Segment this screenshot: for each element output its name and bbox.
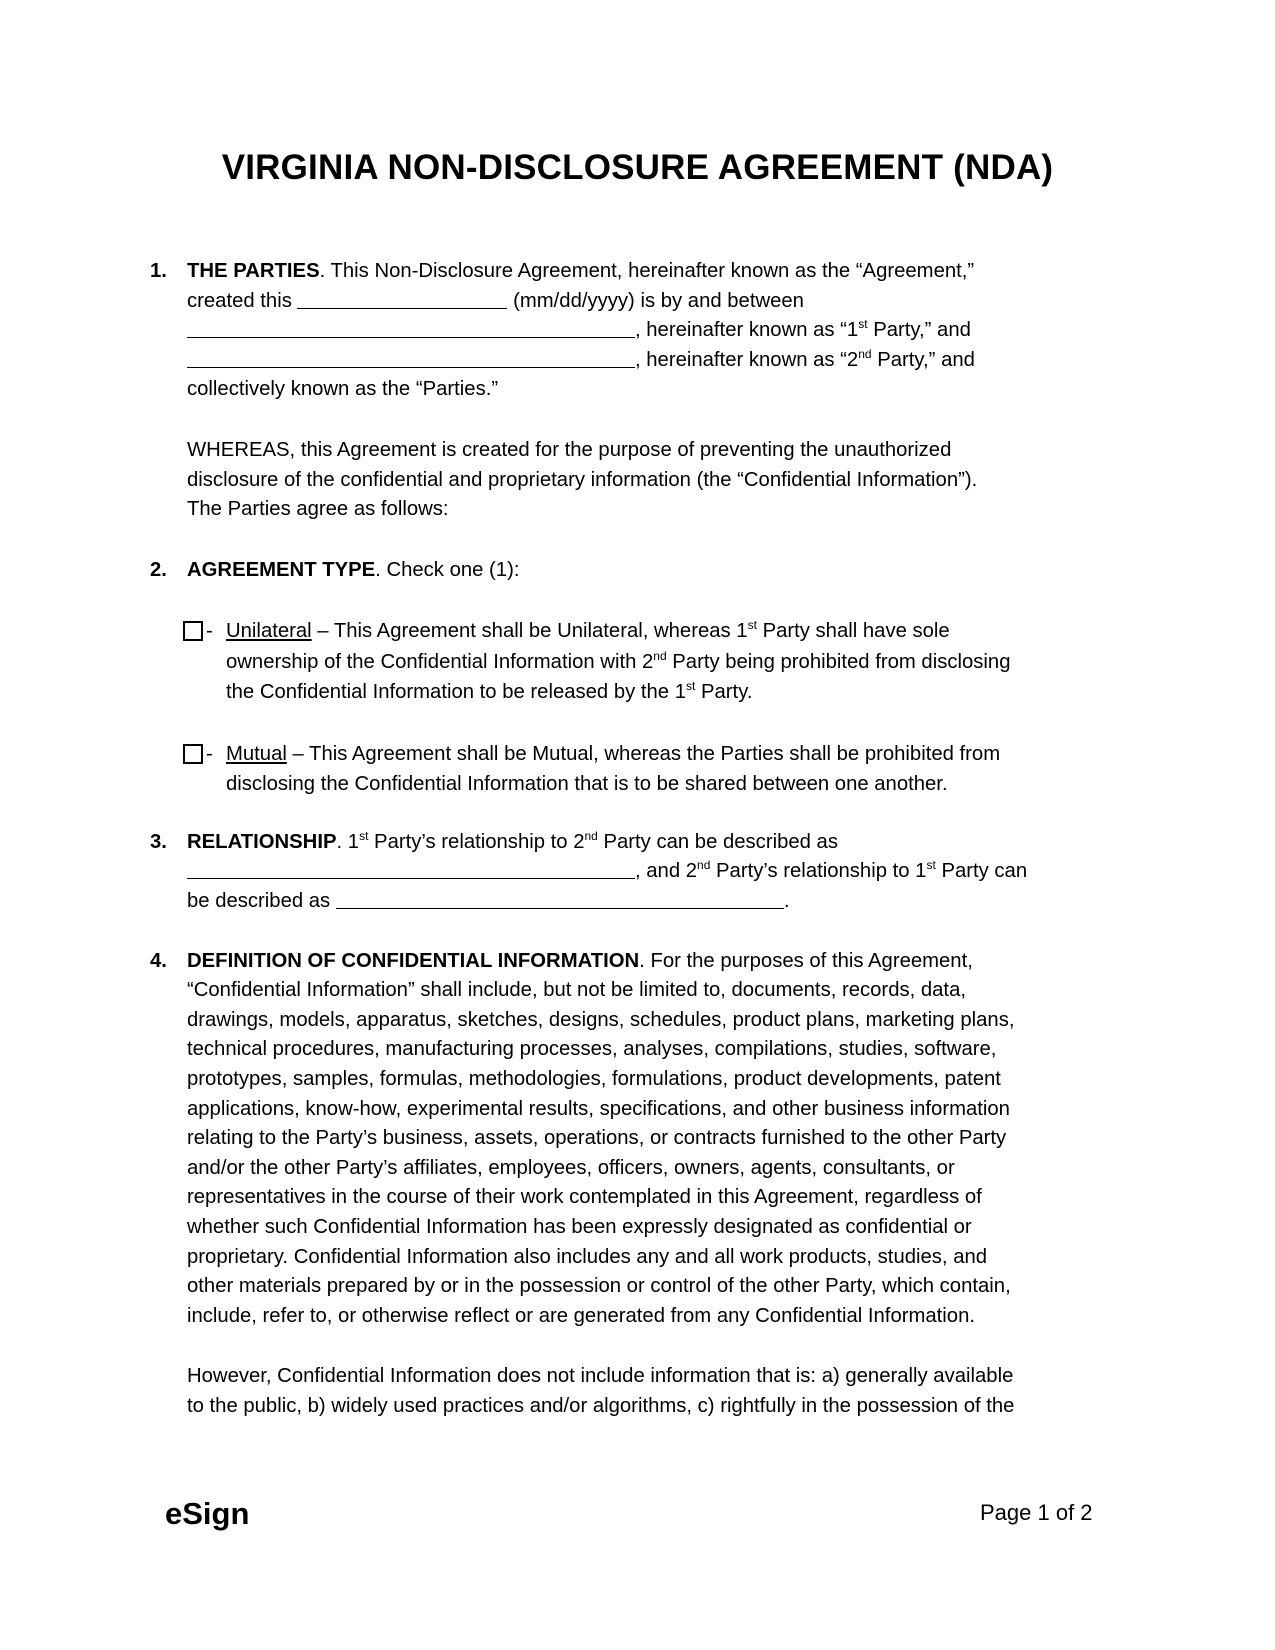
section-heading: THE PARTIES: [187, 260, 320, 282]
page-number: Page 1 of 2: [980, 1500, 1093, 1525]
spacer: [187, 585, 1122, 616]
party1-text-end: Party,” and: [867, 319, 971, 342]
definition-line: and/or the other Party’s affiliates, employees, officers, owners, agents, consultants, or: [187, 1156, 955, 1179]
whereas-line-2: disclosure of the confidential and proprietary information (the “Confidential Information”).: [187, 468, 978, 491]
option-dash: -: [206, 620, 213, 643]
relationship-text: .: [783, 890, 790, 913]
relationship-text: Party can: [935, 860, 1028, 883]
relationship-line-3: [187, 887, 1122, 917]
unilateral-line-3: [226, 677, 1122, 708]
definition-line: “Confidential Information” shall include, but not be limited to, documents, records, data,: [187, 979, 966, 1002]
relationship-text: Party can be described as: [597, 830, 838, 853]
parties-line-4: [187, 346, 1122, 376]
superscript: st: [359, 828, 369, 843]
definition-line: include, refer to, or otherwise reflect or are generated from any Confidential Information.: [187, 1304, 975, 1327]
whereas-line-1: WHEREAS, this Agreement is created for the purpose of preventing the unauthorized: [187, 438, 952, 461]
definition-line: proprietary. Confidential Information also includes any and all work products, studies, and: [187, 1245, 988, 1268]
definition-line: prototypes, samples, formulas, methodologies, formulations, product developments, patent: [187, 1068, 1001, 1090]
party1-name-blank-field[interactable]: [187, 317, 635, 338]
superscript: nd: [858, 346, 872, 361]
section-number: 4.: [150, 949, 167, 972]
option-dash: -: [206, 742, 213, 765]
section-agreement-type: [150, 556, 1122, 586]
document-title: VIRGINIA NON-DISCLOSURE AGREEMENT (NDA): [221, 148, 1054, 187]
definition-line: relating to the Party’s business, assets, operations, or contracts furnished to the other Party: [187, 1127, 1007, 1150]
date-blank-field[interactable]: [297, 288, 507, 309]
parties-line-5: collectively known as the “Parties.”: [187, 378, 499, 401]
spacer: [187, 708, 1122, 739]
section-number: 2.: [150, 558, 167, 581]
definition-text: . For the purposes of this Agreement,: [639, 949, 973, 972]
superscript: nd: [697, 858, 711, 873]
relationship-line-1: [187, 828, 1122, 858]
esign-logo: eSign: [165, 1496, 250, 1531]
section-definition: [150, 947, 1122, 1422]
party2-name-blank-field[interactable]: [187, 347, 635, 368]
mutual-line-2: disclosing the Confidential Information that is to be shared between one another.: [226, 773, 948, 796]
spacer: [187, 917, 1122, 947]
relationship-text: Party’s relationship to 2: [368, 830, 585, 853]
unilateral-text: – This Agreement shall be Unilateral, whereas 1: [311, 620, 748, 643]
mutual-checkbox[interactable]: [183, 744, 203, 764]
relationship-text: , and 2: [635, 860, 698, 883]
relationship-text: be described as: [187, 890, 331, 913]
unilateral-text: ownership of the Confidential Information with 2: [226, 650, 654, 673]
spacer: [187, 525, 1122, 556]
unilateral-line-1: [226, 616, 1122, 647]
definition-line: whether such Confidential Information has been expressly designated as confidential or: [187, 1215, 972, 1238]
section-number: 3.: [150, 830, 167, 853]
party1-text: , hereinafter known as “1: [635, 319, 859, 342]
definition-line: drawings, models, apparatus, sketches, designs, schedules, product plans, marketing plans,: [187, 1008, 1015, 1031]
section-text: . Check one (1):: [375, 558, 520, 581]
spacer: [187, 405, 1122, 436]
option-unilateral: [183, 616, 1122, 708]
superscript: st: [926, 858, 936, 873]
relationship-line-2: [187, 857, 1122, 887]
relationship2-blank-field[interactable]: [336, 888, 784, 909]
superscript: st: [858, 317, 868, 332]
definition-line: applications, know-how, experimental results, specifications, and other business information: [187, 1097, 1010, 1120]
unilateral-text: Party.: [695, 681, 753, 704]
spacer: [187, 1331, 1122, 1362]
party2-text: , hereinafter known as “2: [635, 348, 859, 371]
however-line-1: However, Confidential Information does not include information that is: a) generally available: [187, 1365, 1014, 1388]
definition-line: other materials prepared by or in the possession or control of the other Party, which contain,: [187, 1275, 1011, 1298]
section-heading: AGREEMENT TYPE: [187, 558, 376, 581]
document-body: [150, 257, 1122, 1422]
superscript: nd: [584, 828, 598, 843]
mutual-line-1: [226, 739, 1122, 770]
option-mutual: [183, 739, 1122, 800]
unilateral-label: Unilateral: [226, 620, 312, 643]
superscript: st: [747, 618, 757, 633]
section-heading: DEFINITION OF CONFIDENTIAL INFORMATION: [187, 949, 640, 972]
whereas-line-3: The Parties agree as follows:: [187, 498, 449, 521]
unilateral-text: the Confidential Information to be released by the 1: [226, 681, 687, 704]
section-relationship: [150, 828, 1122, 917]
agreement-type-line: [187, 556, 1122, 586]
mutual-text: – This Agreement shall be Mutual, whereas the Parties shall be prohibited from: [286, 742, 1001, 765]
section-heading: RELATIONSHIP: [187, 830, 337, 853]
relationship-text: . 1: [336, 830, 360, 853]
superscript: st: [686, 679, 696, 694]
date-format-hint: (mm/dd/yyyy) is by and between: [513, 289, 804, 312]
section-number: 1.: [150, 260, 167, 282]
definition-line: representatives in the course of their work contemplated in this Agreement, regardless of: [187, 1186, 982, 1209]
party2-text-end: Party,” and: [871, 348, 975, 371]
mutual-label: Mutual: [226, 742, 287, 765]
created-this-label: created this: [187, 289, 292, 312]
section-text: . This Non-Disclosure Agreement, hereinafter known as the “Agreement,”: [319, 260, 975, 282]
unilateral-line-2: [226, 647, 1122, 678]
spacer: [187, 800, 1122, 828]
however-line-2: to the public, b) widely used practices and/or algorithms, c) rightfully in the possession of the: [187, 1394, 1015, 1417]
definition-line-1: [187, 947, 1122, 977]
parties-line-3: [187, 316, 1122, 346]
definition-line: technical procedures, manufacturing processes, analyses, compilations, studies, software,: [187, 1038, 997, 1061]
section-parties: [150, 257, 1122, 525]
superscript: nd: [653, 648, 667, 663]
unilateral-checkbox[interactable]: [183, 621, 203, 641]
parties-line-2: [187, 287, 1122, 317]
relationship-text: Party’s relationship to 1: [710, 860, 927, 883]
parties-line-1: [187, 257, 1122, 287]
unilateral-text: Party shall have sole: [756, 620, 950, 643]
relationship1-blank-field[interactable]: [187, 858, 635, 879]
unilateral-text: Party being prohibited from disclosing: [666, 650, 1011, 673]
